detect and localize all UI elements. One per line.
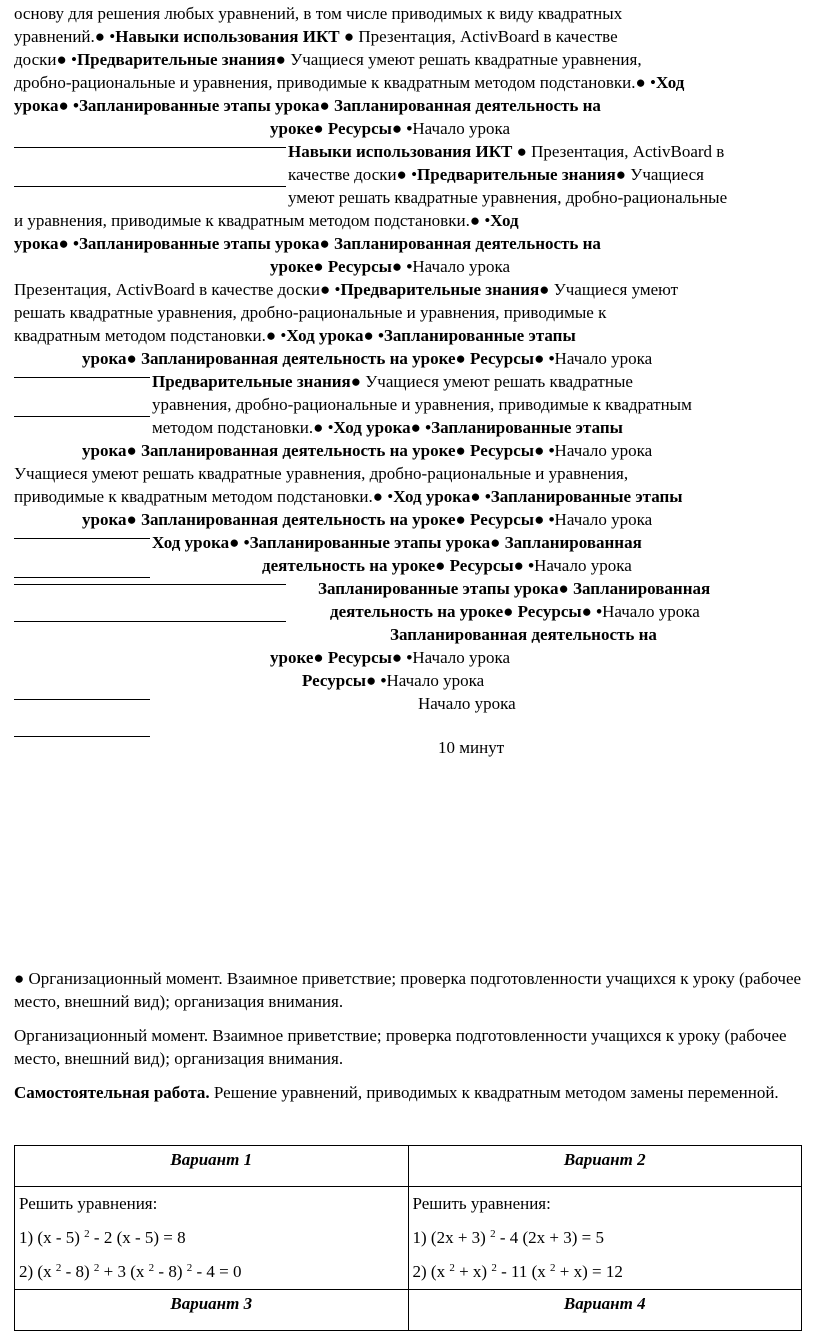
text-line: Ресурсы● •Начало урока	[302, 671, 485, 690]
text-line: урока● •Запланированные этапы урока● Запланированная деятельность на	[14, 96, 601, 115]
variant-1-header: Вариант 1	[15, 1146, 409, 1187]
equation: 1) (x - 5) $^2$ - 2 (x - 5) = 8	[19, 1228, 186, 1247]
text-line: уроке● Ресурсы● •Начало урока	[270, 648, 511, 667]
variant-3-header: Вариант 3	[15, 1290, 409, 1331]
text-line: качестве доски● •Предварительные знания● Учащиеся	[288, 165, 704, 184]
empty-box	[14, 377, 150, 417]
text-line: Предварительные знания● Учащиеся умеют решать квадратные	[152, 372, 633, 391]
equation: 2) (x $^2$ + x) $^2$ - 11 (x $^2$ + x) = 12	[412, 1262, 623, 1281]
text-line: методом подстановки.● •Ход урока● •Запланированные этапы	[152, 418, 623, 437]
text-line: умеют решать квадратные уравнения, дробно-рациональные	[288, 188, 728, 207]
text-line: уроке● Ресурсы● •Начало урока	[270, 119, 511, 138]
text-line: деятельность на уроке● Ресурсы● •Начало урока	[262, 556, 632, 575]
text-line: урока● •Запланированные этапы урока● Запланированная деятельность на	[14, 234, 601, 253]
text-line: урока● Запланированная деятельность на уроке● Ресурсы● •Начало урока	[82, 510, 653, 529]
text-line: квадратным методом подстановки.● •Ход урока● •Запланированные этапы	[14, 326, 576, 345]
variant-4-header: Вариант 4	[408, 1290, 802, 1331]
text-line: Ход урока● •Запланированные этапы урока● Запланированная	[152, 533, 642, 552]
paragraph-org-moment: ● Организационный момент. Взаимное приветствие; проверка подготовленности учащихся к уроку (рабочее место, внешний вид); организация внимания.	[14, 969, 802, 1011]
text-line: Запланированные этапы урока● Запланированная	[318, 579, 711, 598]
solve-label: Решить уравнения:	[19, 1194, 158, 1213]
solve-label: Решить уравнения:	[412, 1194, 551, 1213]
text-line: Презентация, ActivBoard в качестве доски● •Предварительные знания● Учащиеся умеют	[14, 280, 679, 299]
text-line: деятельность на уроке● Ресурсы● •Начало урока	[330, 602, 700, 621]
equation: 2) (x $^2$ - 8) $^2$ + 3 (x $^2$ - 8) $^2$ - 4 = 0	[19, 1262, 242, 1281]
paragraph-independent-work: Самостоятельная работа. Решение уравнений, приводимых к квадратным методом замены переменной.	[14, 1083, 779, 1102]
paragraph-org-moment: Организационный момент. Взаимное приветствие; проверка подготовленности учащихся к уроку (рабочее место, внешний вид); организация внимания.	[14, 1026, 787, 1068]
text-line: Запланированная деятельность на	[390, 625, 657, 644]
text-line: дробно-рациональные и уравнения, приводимые к квадратным методом подстановки.● •Ход	[14, 73, 685, 92]
text-line: уроке● Ресурсы● •Начало урока	[270, 257, 511, 276]
text-line: уравнений.● •Навыки использования ИКТ ● Презентация, ActivBoard в качестве	[14, 27, 618, 46]
text-line: урока● Запланированная деятельность на уроке● Ресурсы● •Начало урока	[82, 441, 653, 460]
empty-box	[14, 584, 286, 622]
empty-box	[14, 538, 150, 578]
text-line: и уравнения, приводимые к квадратным методом подстановки.● •Ход	[14, 211, 519, 230]
empty-box	[14, 147, 286, 187]
variant-2-cell	[408, 1187, 802, 1290]
equation: 1) (2x + 3) $^2$ - 4 (2x + 3) = 5	[412, 1228, 604, 1247]
text-line: Учащиеся умеют решать квадратные уравнения, дробно-рациональные и уравнения,	[14, 464, 629, 483]
text-line: уравнения, дробно-рациональные и уравнения, приводимые к квадратным	[152, 395, 692, 414]
text-line: приводимые к квадратным методом подстановки.● •Ход урока● •Запланированные этапы	[14, 487, 683, 506]
variant-1-cell	[15, 1187, 409, 1290]
text-line: Навыки использования ИКТ ● Презентация, ActivBoard в	[288, 142, 725, 161]
text-line: Начало урока	[418, 694, 516, 713]
variants-table	[14, 1145, 802, 1331]
empty-box	[14, 699, 150, 737]
text-line: урока● Запланированная деятельность на уроке● Ресурсы● •Начало урока	[82, 349, 653, 368]
variant-2-header: Вариант 2	[408, 1146, 802, 1187]
text-line: решать квадратные уравнения, дробно-рациональные и уравнения, приводимые к	[14, 303, 607, 322]
text-line: 10 минут	[438, 738, 505, 757]
text-line: основу для решения любых уравнений, в том числе приводимых к виду квадратных	[14, 4, 623, 23]
text-line: доски● •Предварительные знания● Учащиеся умеют решать квадратные уравнения,	[14, 50, 642, 69]
